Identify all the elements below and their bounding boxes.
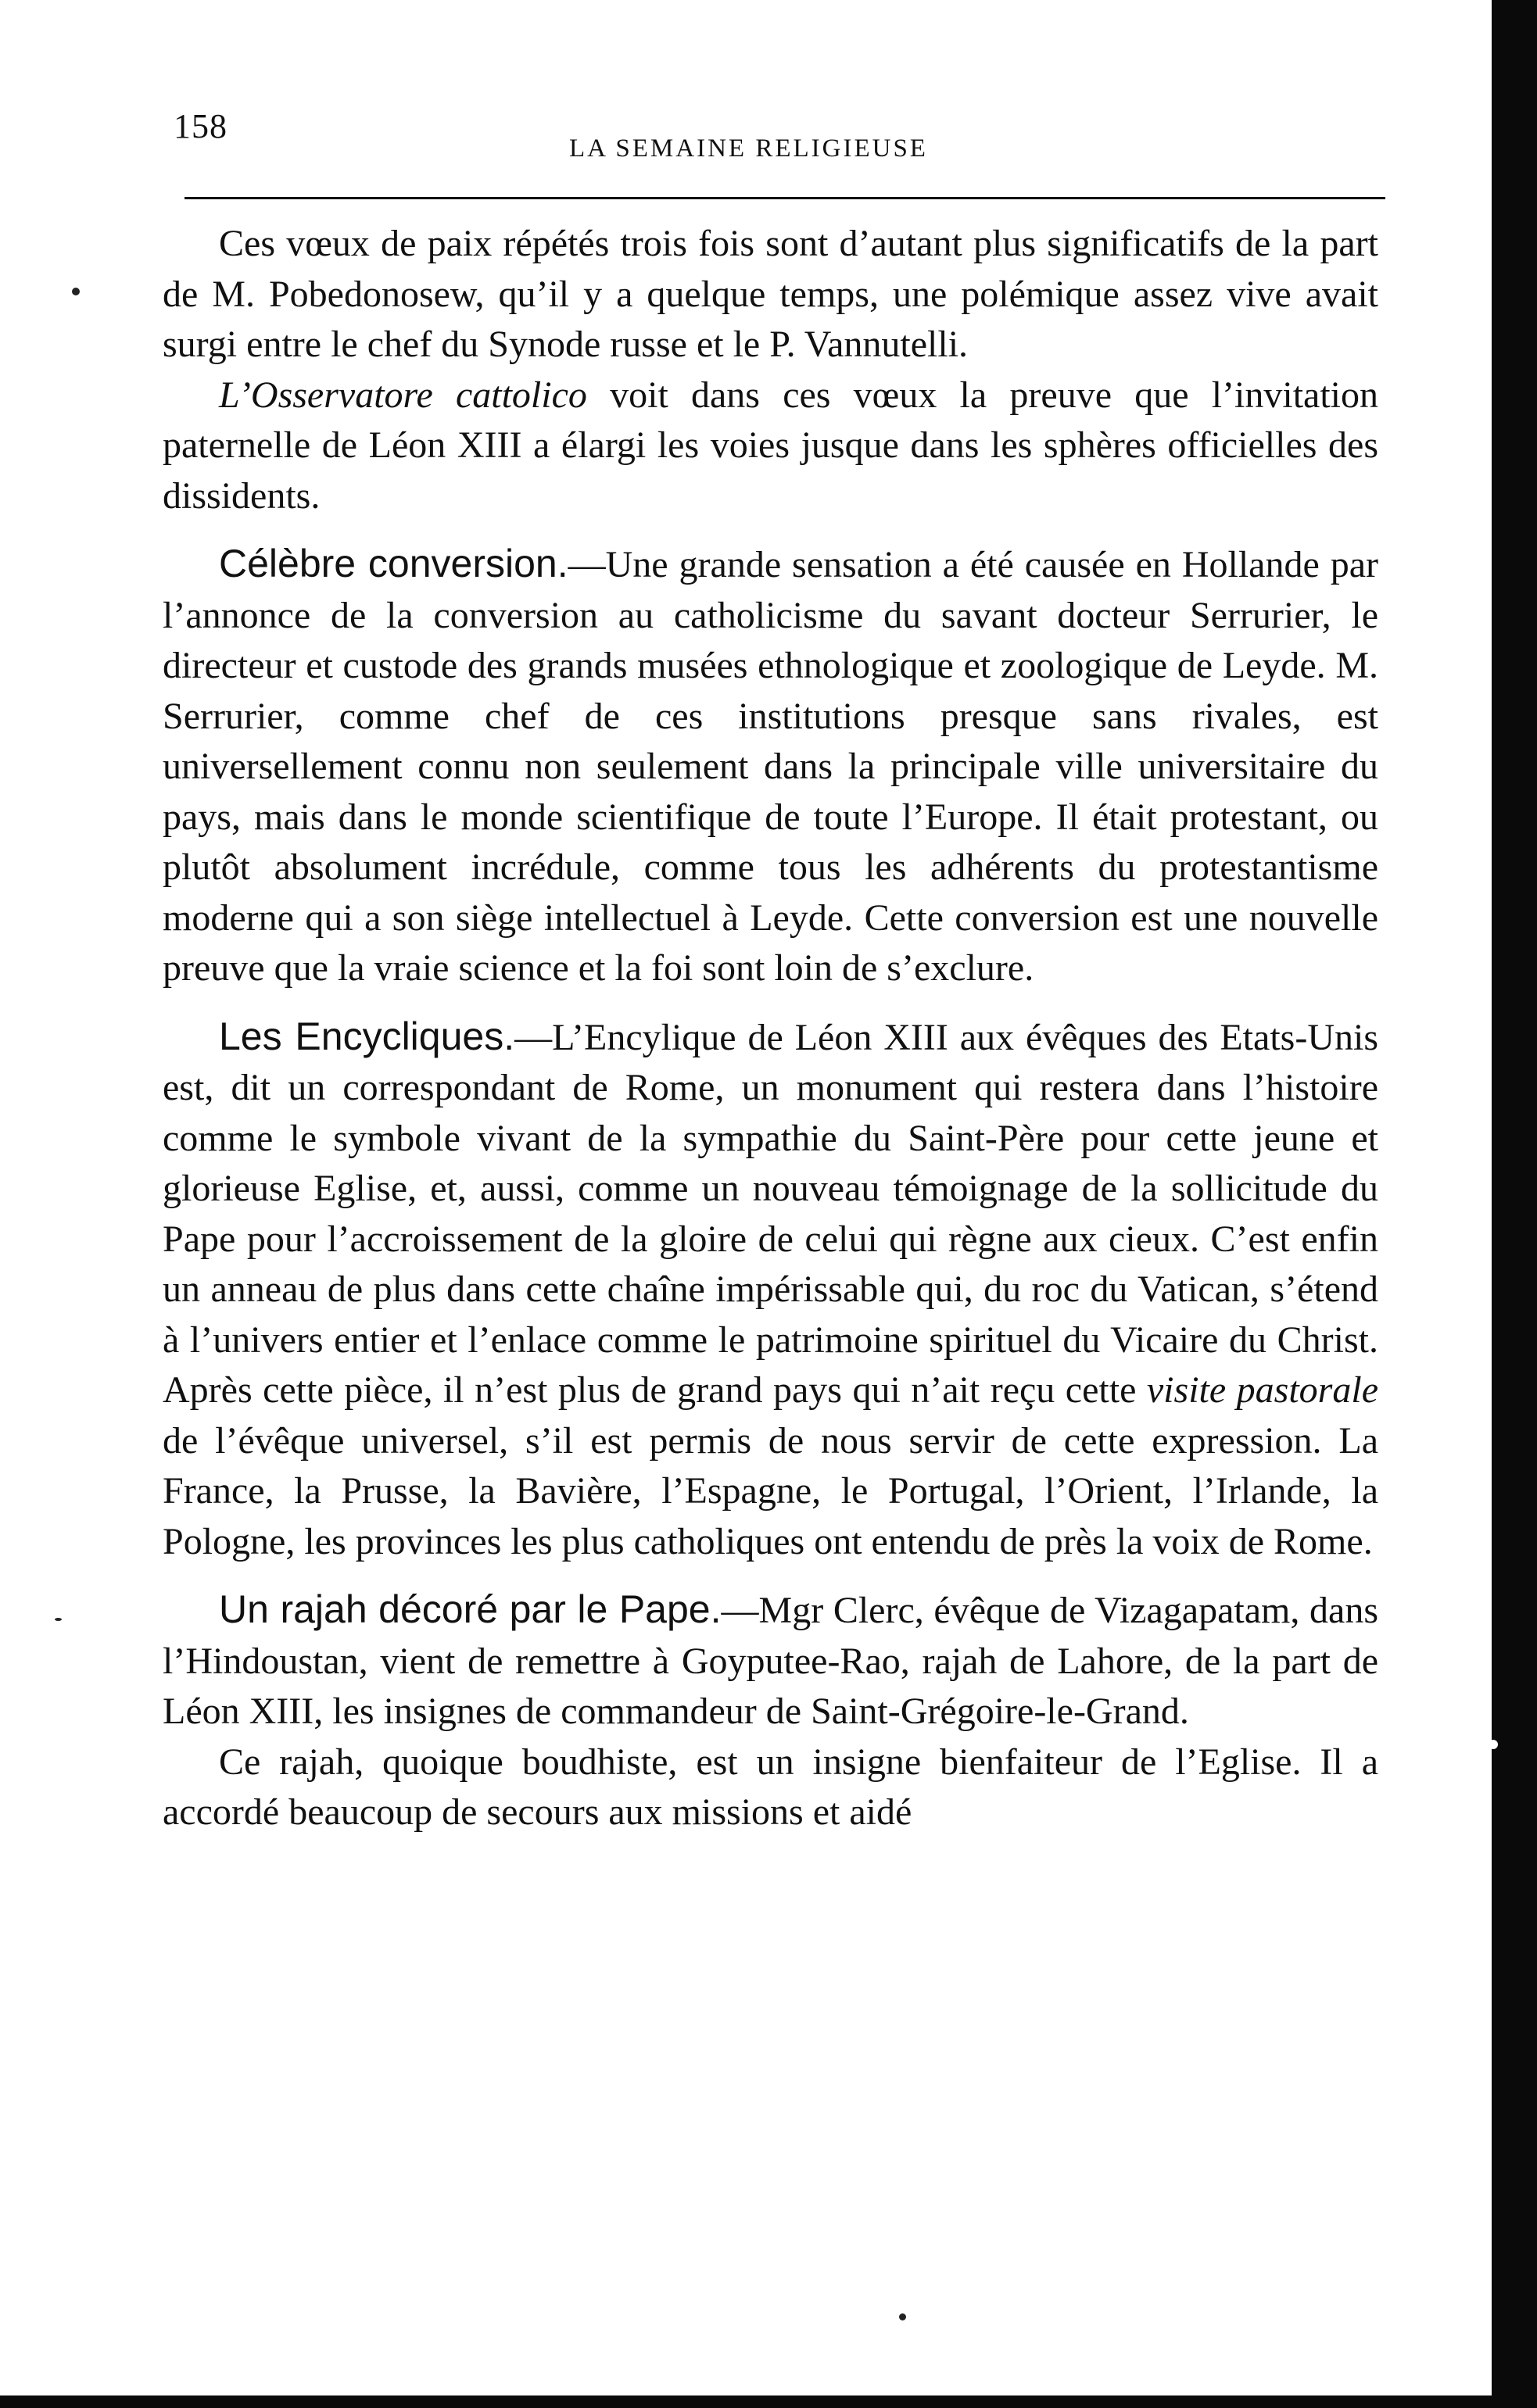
page-number: 158 xyxy=(174,107,228,145)
print-speck xyxy=(72,288,80,295)
body-text xyxy=(163,219,1378,1838)
section-text: —Une grande sensation a été causée en Hollande par l’annonce de la conversion au catholicisme du savant docteur Serrurier, le directeur et custode des grands musées ethnologique et zoologique de Leyde. M. Serrurier, comme chef de ces institutions presque sans rivales, est universellement connu non seulement dans la principale ville universitaire du pays, mais dans le monde scientifique de toute l’Europe. Il était protestant, ou plutôt absolument incrédule, comme tous les adhérents du protestantisme moderne qui a son siège intellectuel à Leyde. Cette conversion est une nouvelle preuve que la vraie science et la foi sont loin de s’exclure. xyxy=(163,544,1379,989)
header-rule xyxy=(185,197,1385,199)
scan-edge-bottom xyxy=(0,2395,1537,2408)
italic-phrase: visite pastorale xyxy=(1146,1369,1378,1411)
scan-edge-right xyxy=(1492,0,1537,2408)
paragraph-osservatore xyxy=(163,370,1378,522)
section-heading: Les Encycliques. xyxy=(219,1014,515,1058)
print-speck xyxy=(899,2313,906,2320)
paragraph-text: voit dans ces vœux la preuve que l’invitation paternelle de Léon XIII a élargi les voies jusque dans les sphères officielles des dissidents. xyxy=(163,374,1379,517)
section-encycliques xyxy=(163,1011,1378,1568)
running-head: LA SEMAINE RELIGIEUSE xyxy=(569,134,928,163)
section-heading: Célèbre conversion. xyxy=(219,542,568,585)
section-text: de l’évêque universel, s’il est permis de nous servir de cette expression. La France, la Prusse, la Bavière, l’Espagne, le Portugal, l’Orient, l’Irlande, la Pologne, les provinces les plus catholiques ont entendu de près la voix de Rome. xyxy=(163,1419,1378,1562)
newspaper-title: L’Osservatore cattolico xyxy=(219,374,587,416)
section-heading: Un rajah décoré par le Pape. xyxy=(219,1587,722,1631)
section-rajah xyxy=(163,1584,1378,1737)
section-text: —L’Encylique de Léon XIII aux évêques des Etats-Unis est, dit un correspondant de Rome, un monument qui restera dans l’histoire comme le symbole vivant de la sympathie du Saint-Père pour cette jeune et glorieuse Eglise, et, aussi, comme un nouveau témoignage de la sollicitude du Pape pour l’accroissement de la gloire de celui qui règne aux cieux. C’est enfin un anneau de plus dans cette chaîne impérissable qui, du roc du Vatican, s’étend à l’univers entier et l’enlace comme le patrimoine spirituel du Vicaire du Christ. Après cette pièce, il n’est plus de grand pays qui n’ait reçu cette xyxy=(163,1016,1378,1411)
print-speck xyxy=(1489,1740,1498,1749)
print-speck xyxy=(55,1618,62,1621)
section-conversion xyxy=(163,538,1378,994)
paragraph-rajah-benefactor: Ce rajah, quoique boudhiste, est un insigne bienfaiteur de l’Eglise. Il a accordé beaucoup de secours aux missions et aidé xyxy=(163,1741,1378,1833)
paragraph-pobedonosew: Ces vœux de paix répétés trois fois sont d’autant plus significatifs de la part de M. Pobedonosew, qu’il y a quelque temps, une polémique assez vive avait surgi entre le chef du Synode russe et le P. Vannutelli. xyxy=(163,223,1378,365)
section-text: —Mgr Clerc, évêque de Vizagapatam, dans l’Hindoustan, vient de remettre à Goyputee-Rao, rajah de Lahore, de la part de Léon XIII, les insignes de commandeur de Saint-Grégoire-le-Grand. xyxy=(163,1590,1378,1732)
